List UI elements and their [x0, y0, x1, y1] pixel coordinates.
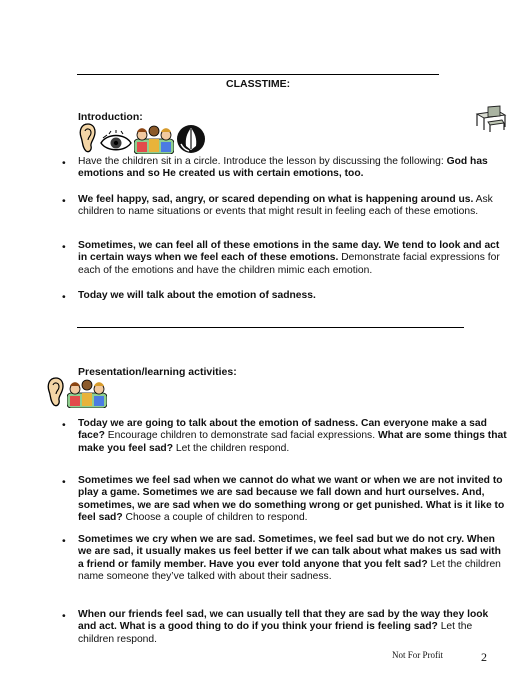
footer-label: Not For Profit [392, 650, 444, 660]
intro-bullet-1-run-2: God has emotions and so He created us with certain emotions, too. [78, 156, 488, 180]
presentation-bullet-1-run-1: Today we are going to talk about the emotion of sadness. Can everyone make a sad face? [78, 418, 487, 442]
section-divider [77, 327, 464, 328]
bullet-marker: • [62, 195, 66, 207]
group-of-children-icon [134, 122, 174, 154]
bullet-marker: • [62, 535, 66, 547]
intro-bullet-3-run-2: Demonstrate facial expressions for each of the emotions and have the children mimic each emotion. [78, 252, 500, 276]
presentation-bullet-2-run-2: Choose a couple of children to respond. [122, 512, 308, 524]
intro-bullet-2-run-2: Ask children to name situations or events that might result in feeling each of these emotions. [78, 194, 493, 218]
intro-bullet-2 [78, 194, 508, 219]
bullet-marker: • [62, 476, 66, 488]
introduction-heading: Introduction: [78, 111, 143, 123]
desk-chair-icon [474, 104, 508, 134]
presentation-bullet-1-run-3: What are some things that make you feel sad? [78, 430, 507, 454]
presentation-bullet-2-run-1: Sometimes we feel sad when we cannot do what we want or when we are not invited to play a game. Sometimes we are sad because we fall down and hurt ourselves. And, sometimes, we are sad when we do something wrong or get punished. What is it like to feel sad? [78, 475, 505, 524]
bullet-marker: • [62, 291, 66, 303]
intro-bullet-4 [78, 290, 508, 302]
bullet-marker: • [62, 419, 66, 431]
presentation-bullet-3-run-2: Let the children name someone they’ve talked with about their sadness. [78, 558, 501, 583]
presentation-bullet-3-run-1: Sometimes we cry when we are sad. Sometimes, we feel sad but we do not cry. When we are sad, it usually makes us feel better if we can talk about what makes us sad with a friend or family member. Have you ever told anyone that you felt sad? [78, 534, 501, 570]
presentation-bullet-1-run-2: Encourage children to demonstrate sad facial expressions. [104, 430, 378, 442]
presentation-bullet-4-run-1: When our friends feel sad, we can usually tell that they are sad by the way they look and act. What is a good thing to do if you think your friend is feeling sad? [78, 609, 489, 633]
presentation-bullet-2 [78, 475, 508, 525]
bullet-marker: • [62, 157, 66, 169]
presentation-heading: Presentation/learning activities: [78, 366, 237, 378]
intro-bullet-4-run-1: Today we will talk about the emotion of sadness. [78, 290, 316, 301]
classtime-label: CLASSTIME: [226, 78, 291, 90]
page-number: 2 [481, 650, 487, 664]
intro-bullet-3-run-1: Sometimes, we can feel all of these emotions in the same day. We tend to look and act in certain ways when we feel each of these emotions. [78, 240, 500, 264]
intro-bullet-1 [78, 156, 508, 181]
presentation-bullet-4 [78, 609, 508, 646]
introduction-icons [78, 122, 207, 154]
praying-hands-icon [175, 124, 207, 154]
presentation-bullet-3 [78, 534, 508, 584]
ear-icon [46, 376, 66, 408]
presentation-icons [46, 376, 107, 408]
presentation-bullet-1 [78, 418, 508, 455]
intro-bullet-2-run-1: We feel happy, sad, angry, or scared depending on what is happening around us. [78, 194, 474, 205]
bullet-marker: • [62, 610, 66, 622]
group-of-children-icon [67, 376, 107, 408]
presentation-bullet-1-run-4: Let the children respond. [173, 442, 290, 454]
top-divider [77, 74, 439, 75]
intro-bullet-1-run-1: Have the children sit in a circle. Introduce the lesson by discussing the following: [78, 156, 447, 167]
presentation-bullet-4-run-2: Let the children respond. [78, 621, 473, 645]
ear-icon [78, 122, 98, 154]
bullet-marker: • [62, 241, 66, 253]
intro-bullet-3 [78, 240, 508, 277]
eye-icon [99, 130, 133, 154]
